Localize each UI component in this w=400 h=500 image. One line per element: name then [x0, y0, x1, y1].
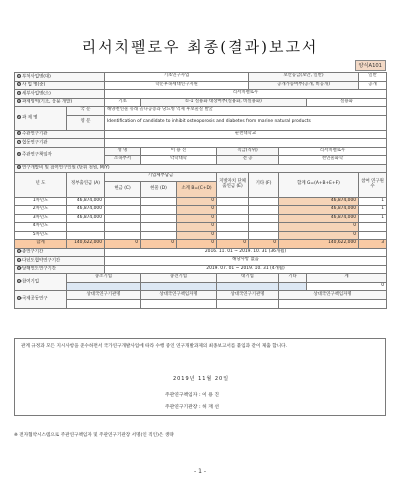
funding-researchers: [359, 231, 387, 240]
participants-value-row: [15, 282, 387, 291]
disclosure-label: 공개가능여부(공개, 비공개): [249, 81, 359, 90]
pi-signature-label: 주관연구책임자 :: [165, 393, 201, 398]
participants-col: 대기업: [217, 274, 279, 283]
intl-label: 14국제공동연구: [15, 291, 67, 309]
period-total-value: 2016. 11. 01 ~ 2019. 10. 31 (36개월): [105, 248, 387, 257]
funding-sub: 0: [177, 206, 217, 215]
institution-label: 6 주관연구기관: [15, 130, 105, 139]
funding-total: 0: [279, 231, 359, 240]
period-multi-row: [15, 257, 387, 266]
footnote: ※ 전자협약시스템으로 주관연구책임자 및 주관연구기관장 서명(인 직인)은 생략: [14, 433, 174, 438]
funding-year: 4차년도: [15, 223, 67, 232]
funding-cash: [105, 197, 141, 206]
funding-total-cash: 0: [105, 240, 141, 249]
participants-col: 계: [307, 274, 387, 283]
participants-col: 기타: [279, 274, 307, 283]
funding-row: [15, 223, 387, 232]
funding-header-row-1: [15, 173, 387, 182]
funding-year: 5차년도: [15, 231, 67, 240]
funding-researchers: 1: [359, 206, 387, 215]
head-signature-name: 허 재 선: [202, 405, 220, 410]
title-kor-label: 국 문: [67, 107, 105, 116]
funding-kind: [141, 223, 177, 232]
period-current-value: 2019. 07. 01 ~ 2019. 10. 31 (4개월): [105, 265, 387, 274]
pi-name-value: 이 용 진: [141, 147, 217, 156]
funding-gov: 46,874,000: [67, 206, 105, 215]
funding-total-local: 0: [217, 240, 249, 249]
funding-total-total: 140,622,000: [279, 240, 359, 249]
pi-major-value: 천연물화학: [279, 156, 387, 165]
subproject-label: 3 세부사업명(소): [15, 90, 105, 99]
funding-sub: 0: [177, 214, 217, 223]
report-form-table: [14, 72, 387, 309]
funding-cash: [105, 231, 141, 240]
pi-signature-name: 이 용 진: [202, 393, 220, 398]
funding-year: 3차년도: [15, 214, 67, 223]
participants-header-row: [15, 274, 387, 283]
funding-col-corp-group: 기업체부담금: [105, 173, 217, 182]
pi-position-label: 직급(직위): [217, 147, 279, 156]
funding-year: 2차년도: [15, 206, 67, 215]
funding-col-year: 년 도: [15, 173, 67, 198]
project-label: 2 사 업 명(중): [15, 81, 105, 90]
funding-gov: 46,874,000: [67, 197, 105, 206]
funding-row: [15, 231, 387, 240]
funding-total-researchers: 3: [359, 240, 387, 249]
practical-value: 실용화: [307, 98, 387, 107]
funding-sub: 0: [177, 231, 217, 240]
participants-value: [141, 282, 217, 291]
funding-total-row: [15, 240, 387, 249]
coop-institution-value: [105, 139, 387, 148]
form-row-subproject: [15, 90, 387, 99]
participants-value: [217, 282, 279, 291]
funding-researchers: 1: [359, 197, 387, 206]
pi-major-label: 전 공: [217, 156, 279, 165]
funding-other: [249, 231, 279, 240]
funding-gov: [67, 223, 105, 232]
pi-label: 8 주관연구책임자: [15, 147, 105, 164]
period-current-label: 12당해연도연구기간: [15, 265, 105, 274]
funding-cash: [105, 206, 141, 215]
title-label: 5 과 제 명: [15, 107, 67, 131]
funding-section-title: [15, 164, 387, 173]
pi-signature-line: [165, 391, 219, 398]
intl-header-row: [15, 291, 387, 300]
funding-col-researchers: 참여 연구원수: [359, 173, 387, 198]
participants-value: [279, 282, 307, 291]
title-eng-label: 영 문: [67, 115, 105, 130]
disclosure-value: 공개: [359, 81, 387, 90]
funding-total-gov: 140,622,000: [67, 240, 105, 249]
intl-value: [217, 300, 279, 309]
funding-local: [217, 197, 249, 206]
submission-statement-box: [14, 338, 386, 416]
form-row-coop-institution: [15, 139, 387, 148]
period-total-label: 10총연구기간: [15, 248, 105, 257]
funding-local: [217, 206, 249, 215]
funding-total: 46,874,000: [279, 197, 359, 206]
funding-row: [15, 206, 387, 215]
intl-value: [279, 300, 387, 309]
form-row-title-kor: [15, 107, 387, 116]
document-title: 리서치펠로우 최종(결과)보고서: [81, 38, 319, 56]
funding-col-cash: 현금 (C): [105, 181, 141, 197]
submission-date: 2019년 11월 20일: [172, 376, 230, 382]
intl-col: 상대국연구기관명: [67, 291, 141, 300]
pi-name-label: 성 명: [105, 147, 141, 156]
funding-total: 46,874,000: [279, 214, 359, 223]
funding-sub: 0: [177, 223, 217, 232]
intl-value: [141, 300, 217, 309]
funding-row: [15, 214, 387, 223]
funding-kind: [141, 214, 177, 223]
funding-gov: [67, 231, 105, 240]
funding-total: 46,874,000: [279, 206, 359, 215]
title-kor-value: 해양천연물 유래 골다공증과 당뇨병 억제 후보물질 발굴: [105, 107, 387, 116]
intl-col: 상대국연구기관명: [217, 291, 279, 300]
period-multi-value: 해당사항 없음: [105, 257, 387, 266]
pi-dept-label: 소속부서: [105, 156, 141, 165]
funding-sub: 0: [177, 197, 217, 206]
funding-other: [249, 206, 279, 215]
participants-value: 0: [307, 282, 387, 291]
funding-researchers: [359, 223, 387, 232]
funding-kind: [141, 231, 177, 240]
program-value: 기초연구사업: [105, 73, 249, 82]
funding-year: 1차년도: [15, 197, 67, 206]
page-number: - 1 -: [194, 468, 206, 475]
security-value: 일반: [359, 73, 387, 82]
funding-local: [217, 214, 249, 223]
funding-col-kind: 현물 (D): [141, 181, 177, 197]
domain-value: 기초: [105, 98, 141, 107]
funding-other: [249, 223, 279, 232]
head-signature-line: [165, 403, 219, 410]
funding-col-total: 합계 G=(A+B+E+F): [279, 173, 359, 198]
funding-total-kind: 0: [141, 240, 177, 249]
funding-title: 9 연구개발비 및 참여연구인원 (단위 천원, M/Y): [15, 164, 387, 173]
funding-gov: 46,874,000: [67, 214, 105, 223]
practical-label: ①-1 실용화 대상여부(실용화, 비실용화): [141, 98, 307, 107]
funding-local: [217, 231, 249, 240]
funding-researchers: 1: [359, 214, 387, 223]
funding-cash: [105, 214, 141, 223]
funding-other: [249, 214, 279, 223]
funding-total: 0: [279, 223, 359, 232]
pi-position-value: 리서치펠로우: [279, 147, 387, 156]
submission-statement: 관계 규정과 모든 지시사항을 준수하면서 국가연구개발사업에 따라 수행 중인 연구개발과제의 최종보고서를 붙임과 같이 제출 합니다.: [21, 344, 287, 349]
project-value: 학문후속세대연구지원: [105, 81, 249, 90]
form-row-institution: [15, 130, 387, 139]
funding-kind: [141, 206, 177, 215]
program-label: 1 부처사업명(대): [15, 73, 105, 82]
funding-col-gov: 정부출연금 (A): [67, 173, 105, 198]
pi-dept-value: 약학대학: [141, 156, 217, 165]
funding-total-sub: 0: [177, 240, 217, 249]
title-eng-value: Identification of candidate to inhibit osteoporosis and diabetes from marine natural products: [105, 115, 387, 130]
funding-col-sub: 소계 B=(C+D): [177, 181, 217, 197]
participants-col: 중견기업: [141, 274, 217, 283]
intl-col: 상대국연구책임자명: [141, 291, 217, 300]
intl-value: [67, 300, 141, 309]
period-multi-label: 11다년도협약연구기간: [15, 257, 105, 266]
funding-kind: [141, 197, 177, 206]
participants-label: 13참여기업: [15, 274, 67, 291]
funding-other: [249, 197, 279, 206]
period-total-row: [15, 248, 387, 257]
subproject-value: 리서치펠로우: [105, 90, 387, 99]
intl-value-row: [15, 300, 387, 309]
period-current-row: [15, 265, 387, 274]
form-row-program: [15, 73, 387, 82]
coop-institution-label: 7 협동연구기관: [15, 139, 105, 148]
domain-label: 4 과제영역(기초, 응용 개발): [15, 98, 105, 107]
funding-col-other: 기타 (F): [249, 173, 279, 198]
funding-row: [15, 197, 387, 206]
form-row-domain: [15, 98, 387, 107]
funding-cash: [105, 223, 141, 232]
form-row-project: [15, 81, 387, 90]
form-code-badge: 양식A101: [355, 60, 386, 71]
form-row-title-eng: [15, 115, 387, 130]
funding-total-year: 합계: [15, 240, 67, 249]
participants-value: [67, 282, 141, 291]
funding-local: [217, 223, 249, 232]
participants-col: 중소기업: [67, 274, 141, 283]
security-label: 보안등급(보안, 일반): [249, 73, 359, 82]
funding-col-local: 지방자치 단체출연금 (E): [217, 173, 249, 198]
institution-value: 순천대학교: [105, 130, 387, 139]
head-signature-label: 주관연구기관장 :: [165, 405, 201, 410]
form-row-pi-name: [15, 147, 387, 156]
intl-col: 상대국연구책임자명: [279, 291, 387, 300]
funding-total-other: 0: [249, 240, 279, 249]
